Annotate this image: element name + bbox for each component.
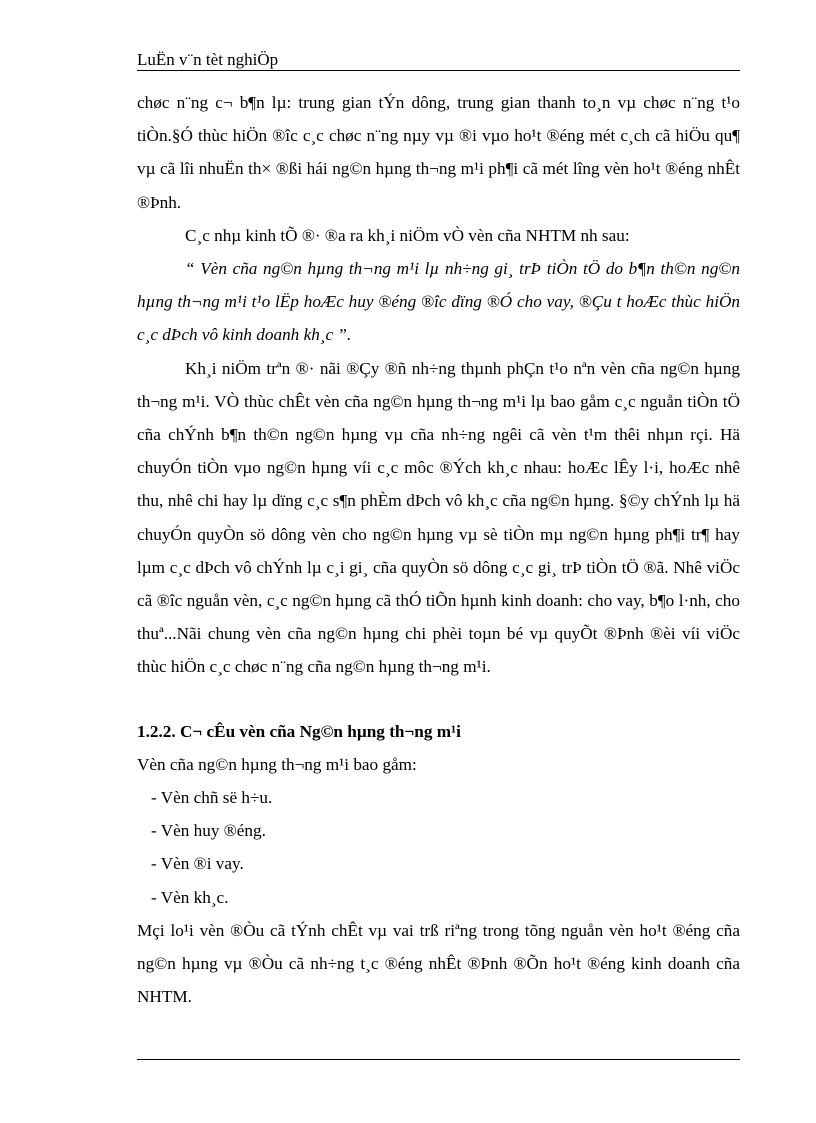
paragraph-1: chøc n¨ng c¬ b¶n lµ: trung gian tÝn dông, trung gian thanh to¸n vµ chøc n¨ng t¹o tiÒn.§Ó thùc hiÖn ®îc c¸c chøc n¨ng nµy vµ ®i vµo ho¹t ®éng mét c¸ch cã hiÖu qu¶ vµ cã lîi nhuËn th× ®ßi hái ng©n hµng th¬ng m¹i ph¶i cã mét lîng vèn ho¹t ®éng nhÊt ®Þnh.: [137, 93, 740, 212]
page-header: LuËn v¨n tèt nghiÖp: [137, 50, 279, 69]
list-item: - Vèn kh¸c.: [151, 887, 229, 907]
document-body: [137, 86, 740, 1013]
paragraph-3: Kh¸i niÖm trªn ®· nãi ®Çy ®ñ nh÷ng thµnh phÇn t¹o nªn vèn cña ng©n hµng th¬ng m¹i. VÒ thùc chÊt vèn cña ng©n hµng th¬ng m¹i lµ bao gåm c¸c nguån tiÒn tÖ cña chÝnh b¶n th©n ng©n hµng vµ cña nh÷ng ngêi cã vèn t¹m thêi nhµn rçi. Hä chuyÓn tiÒn vµo ng©n hµng víi c¸c môc ®Ých kh¸c nhau: hoÆc lÊy l·i, hoÆc nhê thu, nhê chi hay lµ dïng c¸c s¶n phÈm dÞch vô kh¸c cña ng©n hµng. §©y chÝnh lµ hä chuyÓn quyÒn sö dông vèn cho ng©n hµng vµ sè tiÒn mµ ng©n hµng ph¶i tr¶ hay lµm c¸c dÞch vô chÝnh lµ c¸i gi¸ cña quyÒn sö dông c¸c gi¸ trÞ tiÒn tÖ ®ã. Nhê viÖc cã ®îc nguån vèn, c¸c ng©n hµng cã thÓ tiÕn hµnh kinh doanh: cho vay, b¶o l·nh, cho thuª...Nãi chung vèn cña ng©n hµng chi phèi toµn bé vµ quyÕt ®Þnh ®èi víi viÖc thùc hiÖn c¸c chøc n¨ng cña ng©n hµng th¬ng m¹i.: [137, 358, 740, 677]
section-heading: 1.2.2. C¬ cÊu vèn cña Ng©n hµng th¬ng m¹i: [137, 721, 461, 741]
list-item: - Vèn ®i vay.: [151, 854, 244, 874]
list-item: - Vèn huy ®éng.: [151, 821, 266, 841]
header-divider: [137, 70, 740, 71]
list-item: - Vèn chñ së h÷u.: [151, 788, 273, 808]
paragraph-5: Mçi lo¹i vèn ®Òu cã tÝnh chÊt vµ vai trß riªng trong tõng nguån vèn ho¹t ®éng cña ng©n hµng vµ ®Òu cã nh÷ng t¸c ®éng nhÊt ®Þnh ®Õn ho¹t ®éng kinh doanh cña NHTM.: [137, 920, 740, 1007]
quote-paragraph: “ Vèn cña ng©n hµng th¬ng m¹i lµ nh÷ng gi¸ trÞ tiÒn tÖ do b¶n th©n ng©n hµng th¬ng m¹i t¹o lËp hoÆc huy ®éng ®îc dïng ®Ó cho vay, ®Çu t hoÆc thùc hiÖn c¸c dÞch vô kinh doanh kh¸c ”.: [137, 259, 740, 345]
paragraph-4: Vèn cña ng©n hµng th¬ng m¹i bao gåm:: [137, 754, 417, 774]
footer-divider: [137, 1059, 740, 1060]
paragraph-2: C¸c nhµ kinh tÕ ®· ®a ra kh¸i niÖm vÒ vèn cña NHTM nh sau:: [185, 225, 630, 245]
